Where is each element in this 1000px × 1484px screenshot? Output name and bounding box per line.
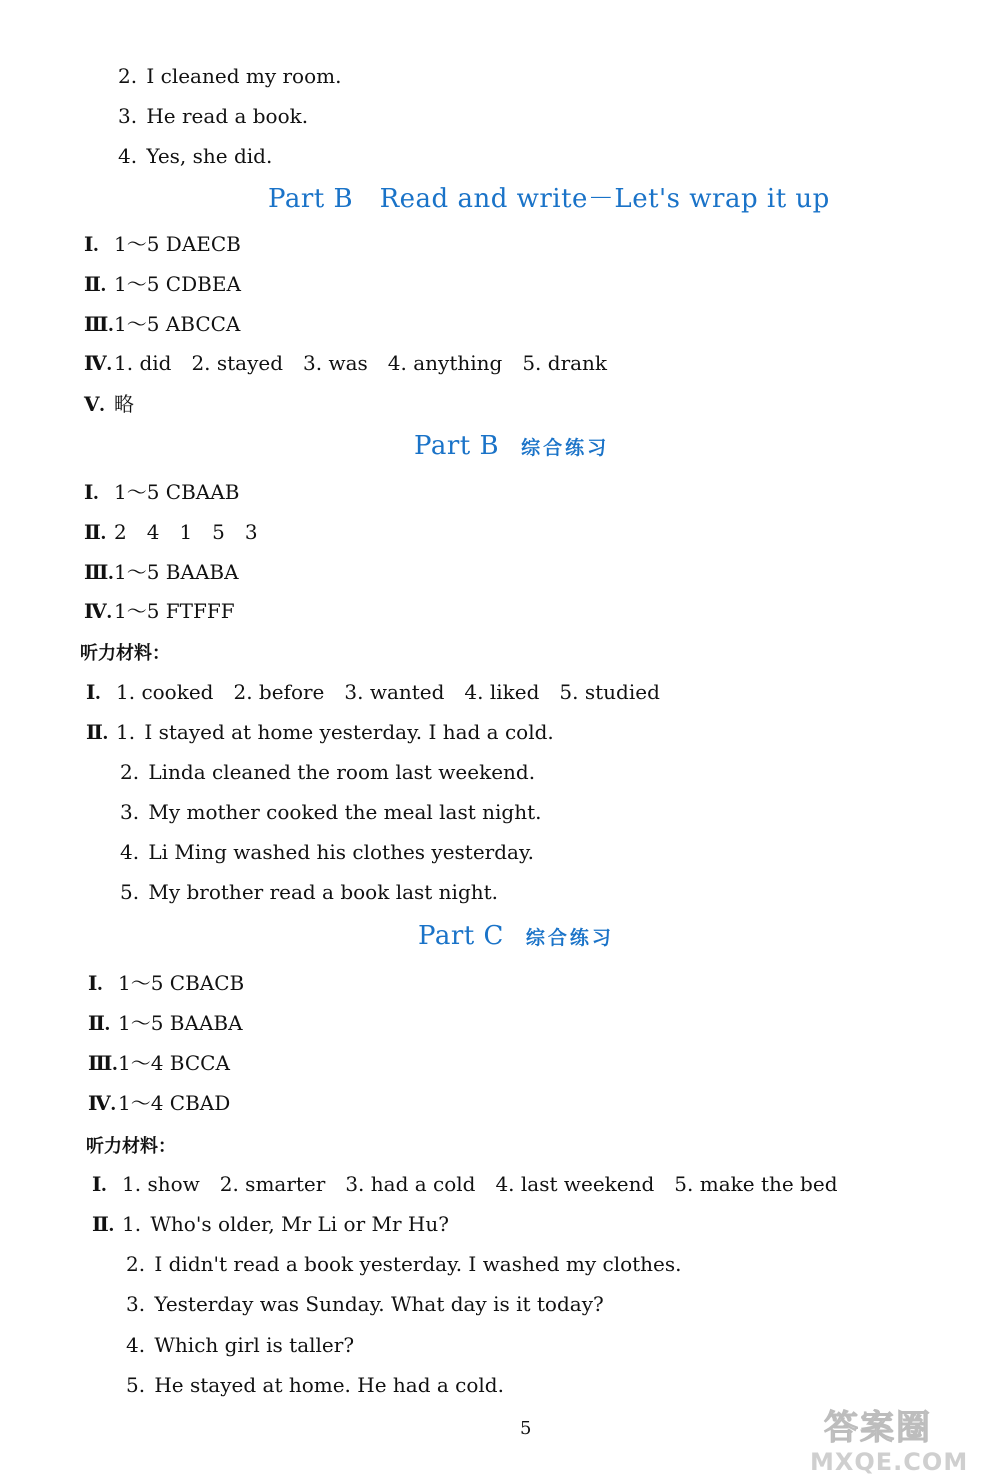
listening-sentence: 4. Li Ming washed his clothes yesterday. xyxy=(120,840,534,864)
answer-row: Ⅲ.1～5 ABCCA xyxy=(84,312,241,336)
answer-row: Ⅱ. 1～5 BAABA xyxy=(88,1011,243,1035)
section-heading-part-b-read-write: Part B Read and write－Let's wrap it up xyxy=(268,184,830,214)
listening-label: 听力材料： xyxy=(80,643,170,664)
answer-row: Ⅰ. 1～5 CBAAB xyxy=(84,480,240,504)
page-number: 5 xyxy=(520,1418,532,1439)
listening-sentence: 3. Yesterday was Sunday. What day is it today? xyxy=(126,1292,604,1316)
answer-line: 4. Yes, she did. xyxy=(118,144,273,168)
listening-sentence: 4. Which girl is taller? xyxy=(126,1333,355,1357)
answer-row: Ⅰ. 1～5 CBACB xyxy=(88,971,245,995)
section-heading-part-c-practice: Part C 综合练习 xyxy=(418,921,614,951)
answer-row: Ⅳ. 1～4 CBAD xyxy=(88,1091,231,1115)
section-heading-part-b-practice: Part B 综合练习 xyxy=(414,431,610,461)
listening-row: Ⅱ. 1. Who's older, Mr Li or Mr Hu? xyxy=(92,1212,449,1236)
watermark-url: MXQE.COM xyxy=(810,1448,969,1476)
answer-row: Ⅰ. 1～5 DAECB xyxy=(84,232,241,256)
answer-row: Ⅲ.1～5 BAABA xyxy=(84,560,239,584)
listening-sentence: 3. My mother cooked the meal last night. xyxy=(120,800,542,824)
answer-row: Ⅳ. 1～5 FTFFF xyxy=(84,599,235,623)
watermark-logo xyxy=(810,1400,990,1480)
listening-label: 听力材料： xyxy=(86,1136,176,1157)
listening-row: Ⅱ. 1. I stayed at home yesterday. I had a cold. xyxy=(86,720,554,744)
listening-row: Ⅰ. 1. show 2. smarter 3. had a cold 4. last weekend 5. make the bed xyxy=(92,1172,838,1196)
listening-sentence: 2. I didn't read a book yesterday. I washed my clothes. xyxy=(126,1252,682,1276)
listening-sentence: 2. Linda cleaned the room last weekend. xyxy=(120,760,536,784)
answer-row: Ⅲ.1～4 BCCA xyxy=(88,1051,230,1075)
answer-row: Ⅴ. 略 xyxy=(84,392,134,416)
listening-row: Ⅰ. 1. cooked 2. before 3. wanted 4. liked 5. studied xyxy=(86,680,660,704)
answer-row: Ⅱ. 2 4 1 5 3 xyxy=(84,520,258,544)
watermark-text: 答案圈 xyxy=(824,1408,932,1448)
listening-sentence: 5. He stayed at home. He had a cold. xyxy=(126,1373,504,1397)
listening-sentence: 5. My brother read a book last night. xyxy=(120,880,499,904)
answer-row: Ⅳ. 1. did 2. stayed 3. was 4. anything 5. drank xyxy=(84,351,608,375)
answer-row: Ⅱ. 1～5 CDBEA xyxy=(84,272,241,296)
answer-line: 3. He read a book. xyxy=(118,104,309,128)
answer-line: 2. I cleaned my room. xyxy=(118,64,342,88)
